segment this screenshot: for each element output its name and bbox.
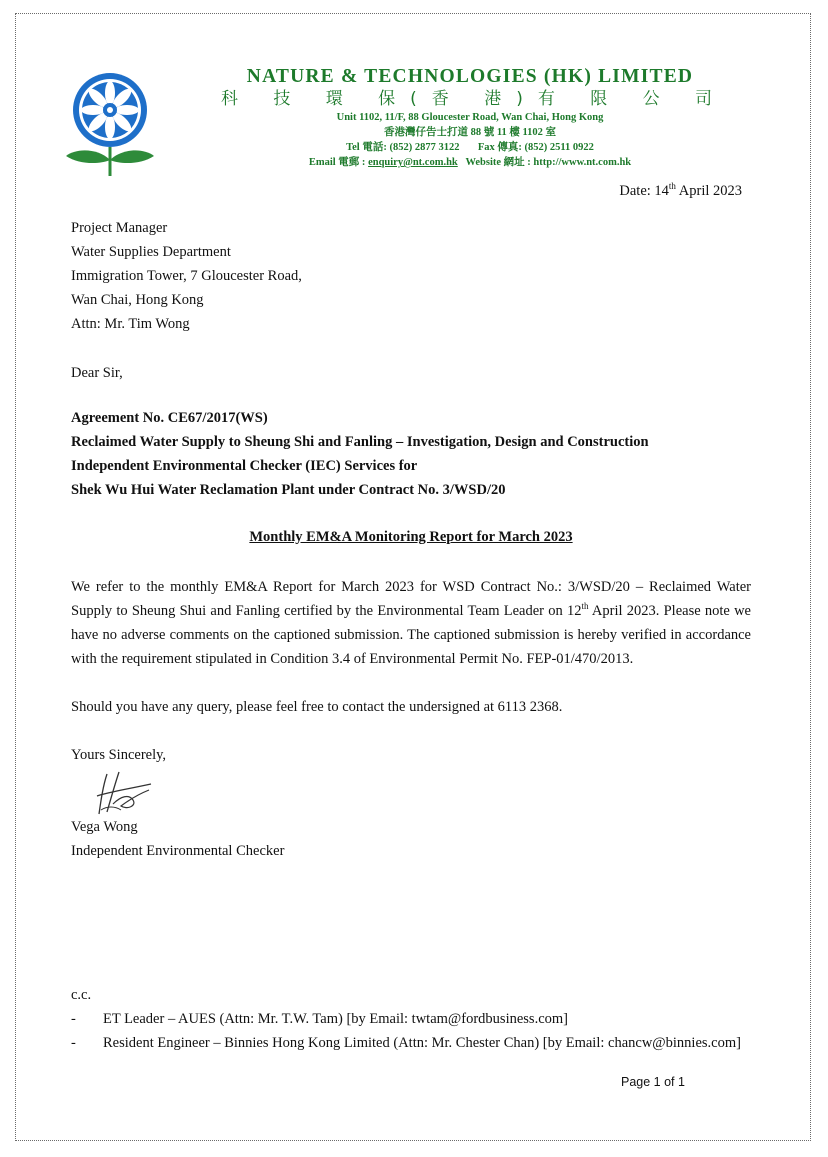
cc-item [71,1007,568,1031]
body-text: We refer to the monthly EM&A Report for March 2023 for WSD Contract No.: 3/WSD/20 – Reclaimed Water Supply to Sheung Shui and Fanling certified by the Environmental Team Leader on 12 [71,579,751,619]
subject-line: Reclaimed Water Supply to Sheung Shi and Fanling – Investigation, Design and Construction [71,434,649,450]
company-website-link[interactable]: http://www.nt.com.hk [533,157,632,168]
signer-block [71,815,284,863]
date-month-year: April 2023 [675,182,742,199]
subject-block [71,406,649,502]
cc-item [71,1031,741,1055]
recipient-address [71,216,302,336]
company-tel: Tel 電話: (852) 2877 3122 [346,142,460,153]
cc-bullet: - [71,1035,76,1051]
signer-role: Independent Environmental Checker [71,843,285,859]
company-fax: Fax 傳真: (852) 2511 0922 [477,142,594,153]
company-phone-fax [200,140,740,155]
company-name: NATURE & TECHNOLOGIES (HK) LIMITED [246,66,694,87]
cc-item-text: Resident Engineer – Binnies Hong Kong Limited (Attn: Mr. Chester Chan) [by Email: chancw@binnies.com] [103,1035,741,1051]
date-day: Date: 14 [619,182,669,199]
body-paragraph-2: Should you have any query, please feel free to contact the undersigned at 6113 2368. [71,699,563,715]
closing: Yours Sincerely, [71,747,167,763]
company-address-zh: 香港灣仔告士打道 88 號 11 樓 1102 室 [383,127,557,138]
body-ordinal: th [581,601,589,612]
subject-line: Independent Environmental Checker (IEC) Services for [71,458,418,474]
recipient-line: Project Manager [71,220,168,236]
recipient-line: Immigration Tower, 7 Gloucester Road, [71,268,302,284]
letter-title: Monthly EM&A Monitoring Report for March 2023 [249,529,573,545]
date-ordinal: th [668,181,676,191]
subject-line: Shek Wu Hui Water Reclamation Plant under Contract No. 3/WSD/20 [71,482,506,498]
company-address-en: Unit 1102, 11/F, 88 Gloucester Road, Wan Chai, Hong Kong [336,112,604,123]
company-logo [58,68,168,180]
company-contact [200,155,740,170]
recipient-attn: Attn: Mr. Tim Wong [71,316,190,332]
salutation: Dear Sir, [71,365,123,381]
cc-item-text: ET Leader – AUES (Attn: Mr. T.W. Tam) [by Email: twtam@fordbusiness.com] [103,1011,568,1027]
body-paragraph-1 [71,575,751,671]
body-text: April 2023. Please note we have no adverse comments on the captioned submission. The captioned submission is hereby verified in accordance with the requirement stipulated in Condition 3.4 of Environmental Permit No. FEP-01/470/2013. [71,603,751,667]
company-email-link[interactable]: enquiry@nt.com.hk [368,157,458,168]
cc-bullet: - [71,1011,76,1027]
company-chinese-name: 科 技 環 保(香 港)有 限 公 司 [220,89,728,109]
letter-date [619,181,742,200]
letterhead [200,66,740,170]
page-number: Page 1 of 1 [621,1075,685,1089]
email-label: Email 電郵 : [308,157,366,168]
cc-label: c.c. [71,987,92,1003]
recipient-line: Water Supplies Department [71,244,231,260]
subject-line: Agreement No. CE67/2017(WS) [71,410,268,426]
recipient-line: Wan Chai, Hong Kong [71,292,204,308]
signer-name: Vega Wong [71,819,138,835]
website-label: Website 網址 : [465,157,531,168]
